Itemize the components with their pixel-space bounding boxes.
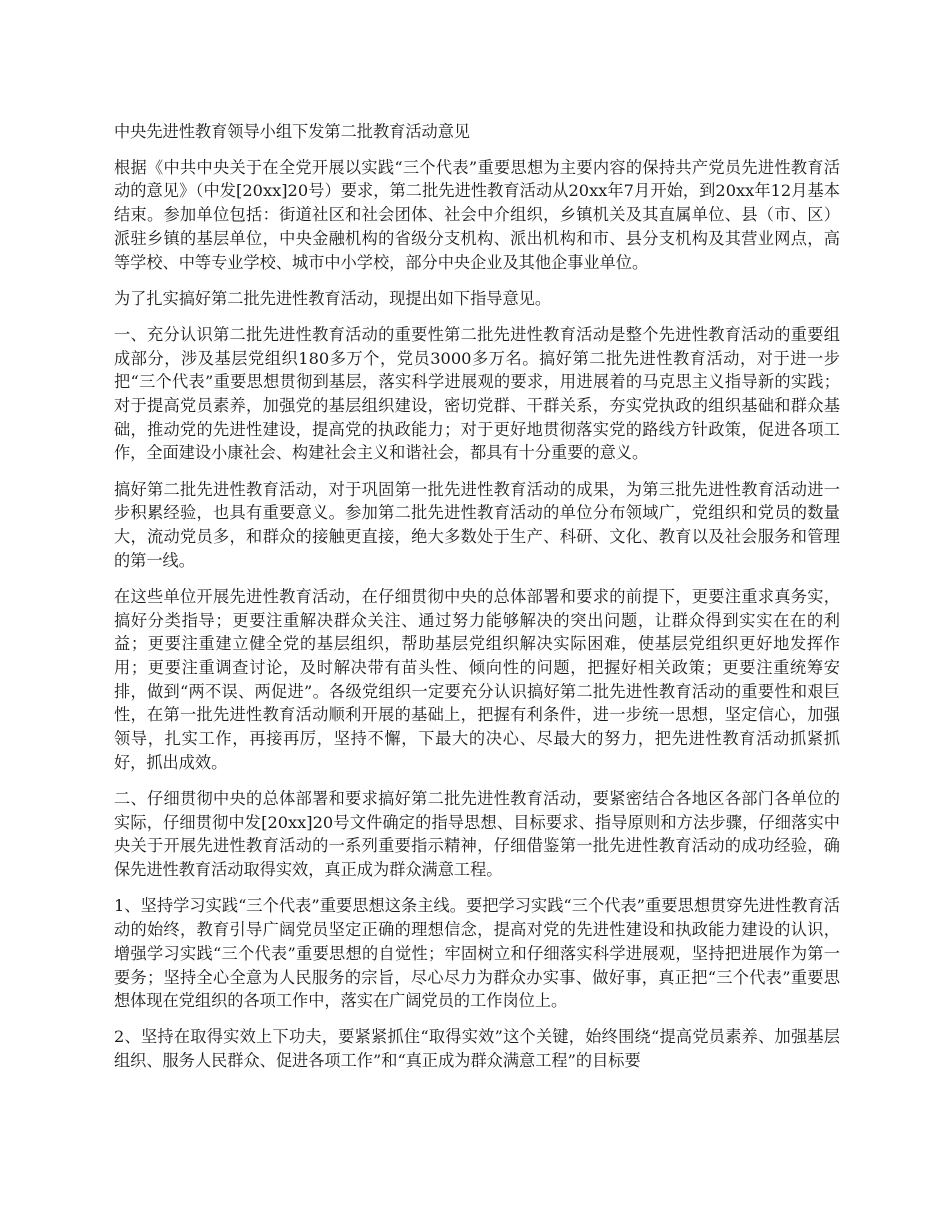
- paragraph-section-1: 一、充分认识第二批先进性教育活动的重要性第二批先进性教育活动是整个先进性教育活动的重要组成部分，涉及基层党组织180多万个，党员3000多万名。搞好第二批先进性教育活动，对于进一步把“三个代表”重要思想贯彻到基层，落实科学进展观的要求，用进展着的马克思主义指导新的实践；对于提高党员素养，加强党的基层组织建设，密切党群、干群关系，夯实党执政的组织基础和群众基础，推动党的先进性建设，提高党的执政能力；对于更好地贯彻落实党的路线方针政策，促进各项工作，全面建设小康社会、构建社会主义和谐社会，都具有十分重要的意义。: [114, 324, 840, 463]
- paragraph-significance: 搞好第二批先进性教育活动，对于巩固第一批先进性教育活动的成果，为第三批先进性教育活动进一步积累经验，也具有重要意义。参加第二批先进性教育活动的单位分布领域广，党组织和党员的数量大，流动党员多，和群众的接触更直接，绝大多数处于生产、科研、文化、教育以及社会服务和管理的第一线。: [114, 479, 840, 570]
- document-body: [114, 120, 840, 1085]
- paragraph-intro: 根据《中共中央关于在全党开展以实践“三个代表”重要思想为主要内容的保持共产党员先进性教育活动的意见》（中发[20xx]20号）要求，第二批先进性教育活动从20xx年7月开始，到20xx年12月基本结束。参加单位包括：街道社区和社会团体、社会中介组织，乡镇机关及其直属单位、县（市、区）派驻乡镇的基层单位，中央金融机构的省级分支机构、派出机构和市、县分支机构及其营业网点，高等学校、中等专业学校、城市中小学校，部分中央企业及其他企事业单位。: [114, 157, 840, 272]
- document-title: 中央先进性教育领导小组下发第二批教育活动意见: [114, 122, 471, 141]
- paragraph-section-2: 二、仔细贯彻中央的总体部署和要求搞好第二批先进性教育活动，要紧密结合各地区各部门各单位的实际，仔细贯彻中发[20xx]20号文件确定的指导思想、目标要求、指导原则和方法步骤，仔细落实中央关于开展先进性教育活动的一系列重要指示精神，仔细借鉴第一批先进性教育活动的成功经验，确保先进性教育活动取得实效，真正成为群众满意工程。: [114, 789, 840, 880]
- paragraph-purpose: 为了扎实搞好第二批先进性教育活动，现提出如下指导意见。: [114, 288, 552, 308]
- paragraph-item-1: 1、坚持学习实践“三个代表”重要思想这条主线。要把学习实践“三个代表”重要思想贯穿先进性教育活动的始终，教育引导广阔党员坚定正确的理想信念，提高对党的先进性建设和执政能力建设的认识，增强学习实践“三个代表”重要思想的自觉性；牢固树立和仔细落实科学进展观，坚持把进展作为第一要务；坚持全心全意为人民服务的宗旨，尽心尽力为群众办实事、做好事，真正把“三个代表”重要思想体现在党组织的各项工作中，落实在广阔党员的工作岗位上。: [114, 896, 840, 1011]
- paragraph-item-2: 2、坚持在取得实效上下功夫，要紧紧抓住“取得实效”这个关键，始终围绕“提高党员素养、加强基层组织、服务人民群众、促进各项工作”和“真正成为群众满意工程”的目标要: [114, 1027, 840, 1071]
- paragraph-requirements: 在这些单位开展先进性教育活动，在仔细贯彻中央的总体部署和要求的前提下，更要注重求真务实，搞好分类指导；更要注重解决群众关注、通过努力能够解决的突出问题，让群众得到实实在在的利益；更要注重建立健全党的基层组织，帮助基层党组织解决实际困难，使基层党组织更好地发挥作用；更要注重调查讨论，及时解决带有苗头性、倾向性的问题，把握好相关政策；更要注重统筹安排，做到“两不误、两促进”。各级党组织一定要充分认识搞好第二批先进性教育活动的重要性和艰巨性，在第一批先进性教育活动顺利开展的基础上，把握有利条件，进一步统一思想，坚定信心，加强领导，扎实工作，再接再厉，坚持不懈，下最大的决心、尽最大的努力，把先进性教育活动抓紧抓好，抓出成效。: [114, 586, 840, 772]
